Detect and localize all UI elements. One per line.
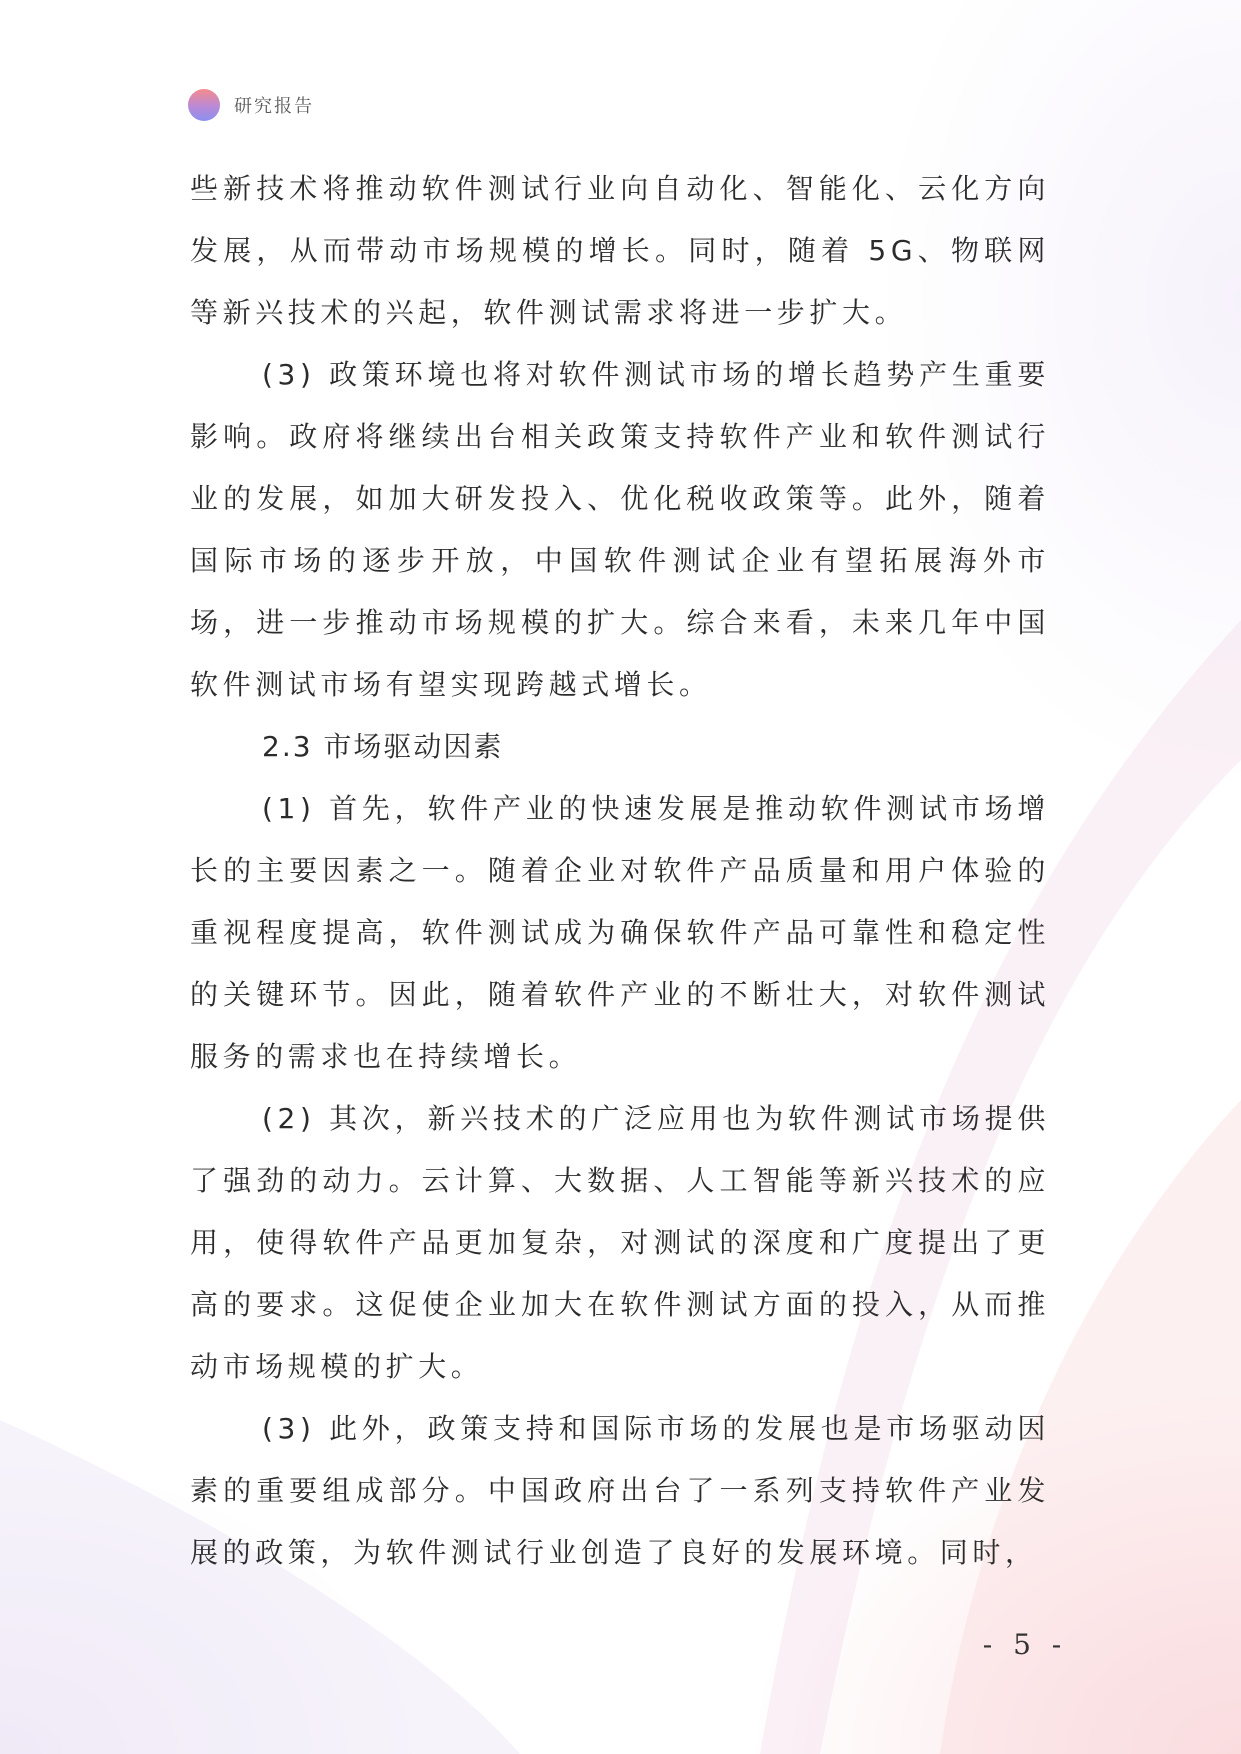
body-text <box>190 158 1050 1584</box>
header-label: 研究报告 <box>234 96 314 117</box>
paragraph-driver-2: (2) 其次，新兴技术的广泛应用也为软件测试市场提供了强劲的动力。云计算、大数据、人工智能等新兴技术的应用，使得软件产品更加复杂，对测试的深度和广度提出了更高的要求。这促使企业加大在软件测试方面的投入，从而推动市场规模的扩大。 <box>190 1102 1050 1383</box>
paragraph-policy-environment: (3) 政策环境也将对软件测试市场的增长趋势产生重要影响。政府将继续出台相关政策支持软件产业和软件测试行业的发展，如加大研发投入、优化税收政策等。此外，随着国际市场的逐步开放，中国软件测试企业有望拓展海外市场，进一步推动市场规模的扩大。综合来看，未来几年中国软件测试市场有望实现跨越式增长。 <box>190 358 1050 701</box>
page-number: - 5 - <box>982 1628 1068 1661</box>
paragraph-driver-1: (1) 首先，软件产业的快速发展是推动软件测试市场增长的主要因素之一。随着企业对软件产品质量和用户体验的重视程度提高，软件测试成为确保软件产品可靠性和稳定性的关键环节。因此，随着软件产业的不断壮大，对软件测试服务的需求也在持续增长。 <box>190 792 1050 1073</box>
paragraph-driver-3: (3) 此外，政策支持和国际市场的发展也是市场驱动因素的重要组成部分。中国政府出台了一系列支持软件产业发展的政策，为软件测试行业创造了良好的发展环境。同时， <box>190 1412 1050 1569</box>
report-logo-icon <box>188 89 220 121</box>
section-heading: 2.3 市场驱动因素 <box>262 730 504 763</box>
page-header <box>188 87 314 123</box>
paragraph-continuation: 些新技术将推动软件测试行业向自动化、智能化、云化方向发展，从而带动市场规模的增长。同时，随着 5G、物联网等新兴技术的兴起，软件测试需求将进一步扩大。 <box>190 172 1050 329</box>
